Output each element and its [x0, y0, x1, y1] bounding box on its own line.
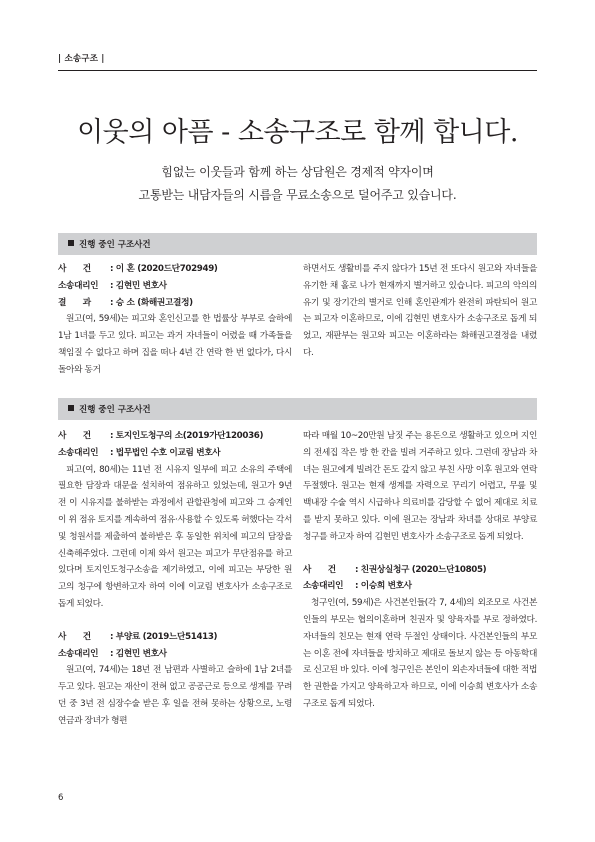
- agent-value: : 이승희 변호사: [355, 581, 412, 592]
- case-row: [58, 629, 292, 646]
- section-bar-label: [68, 403, 151, 415]
- section-tag: | 소송구조 |: [58, 54, 105, 64]
- page-number: 6: [58, 793, 64, 803]
- agent-value: : 김현민 변호사: [110, 280, 167, 291]
- agent-value: : 법무법인 수호 이교림 변호사: [110, 447, 221, 458]
- case-value: : 친권상실청구 (2020느단10805): [355, 564, 487, 575]
- result-row: [58, 295, 292, 312]
- agent-value: : 김현민 변호사: [110, 648, 167, 659]
- case-value: : 이 혼 (2020드단702949): [110, 264, 218, 274]
- section-bar-label: [68, 238, 151, 250]
- agent-row: [58, 646, 292, 663]
- case-row: [58, 428, 292, 445]
- case-divorce-col-left: [58, 261, 292, 379]
- case-body-continued: 하면서도 생활비를 주지 않다가 15년 전 또다시 원고와 자녀들을 유기한 채 홀로 나가 현재까지 별거하고 있습니다. 피고의 악의의 유기 및 장기간의 별거로 인해 혼인관계가 완전히 파탄되어 원고는 피고자 이혼하므로, 이에 김현민 변호사가 소송구조로 돕게 되었고, 재판부는 원고와 피고는 이혼하라는 화해권고결정을 내렸다.: [303, 264, 537, 358]
- case-divorce-col-right: [303, 261, 537, 362]
- case-key: 사 건: [58, 264, 91, 274]
- top-rule: [58, 70, 537, 71]
- section-2-col-right: [303, 428, 537, 713]
- section-bar-text: 진행 중인 구조사건: [79, 240, 151, 250]
- case-row: [58, 261, 292, 278]
- square-bullet-icon: [68, 405, 74, 411]
- case-body: 원고(여, 59세)는 피고와 혼인신고를 한 법률상 부부로 슬하에 1남 1녀를 두고 있다. 피고는 과거 자녀들이 어렸을 때 가족들을 책임질 수 없다고 하며 집을 떠나 4년 간 연락 한 번 없다가, 다시 돌아와 동거: [58, 314, 292, 375]
- case-key: 사 건: [58, 431, 91, 441]
- case-key: 사 건: [58, 631, 91, 642]
- case-spacer: [303, 546, 537, 562]
- section-2-col-left: [58, 428, 292, 730]
- subtitle-line-2: 고통받는 내담자들의 시름을 무료소송으로 덜어주고 있습니다.: [138, 188, 457, 202]
- agent-key: 소송대리인: [58, 280, 99, 291]
- case-body: 피고(여, 80세)는 11년 전 시유지 일부에 피고 소유의 주택에 필요한 담장과 대문을 설치하여 점유하고 있었는데, 원고가 9년 전 이 시유지를 불하받는 과정에서 관할관청에 피고와 그 승계인이 위 점유 토지를 계속하여 점유·사용할 수 있도록 허했다는 각서 및 청원서를 제출하여 불하받은 후 동일한 위치에 피고의 담장을 신축해주었다. 그런데 이제 와서 원고는 피고가 무단점유를 하고 있다며 토지인도청구소송을 제기하였고, 이에 피고는 부당한 원고의 청구에 항변하고자 하여 이에 이교림 변호사가 소송구조로 돕게 되었다.: [58, 464, 292, 609]
- section-bar-text: 진행 중인 구조사건: [79, 405, 151, 415]
- case-value: : 토지인도청구의 소(2019가단120036): [110, 431, 264, 441]
- case-body: 원고(여, 74세)는 18년 전 남편과 사별하고 슬하에 1남 2녀를 두고 있다. 원고는 재산이 전혀 없고 공공근로 등으로 생계를 꾸려던 중 3년 전 심장수술 받은 후 일을 전혀 못하는 상황으로, 노령연금과 장녀가 형편: [58, 665, 292, 726]
- case-row: [303, 562, 537, 579]
- section-bar-1: [58, 233, 537, 255]
- case-value: : 부양료 (2019느단51413): [110, 631, 218, 642]
- case-body-continued: 따라 매월 10~20만원 남짓 주는 용돈으로 생활하고 있으며 지인의 전세집 작은 방 한 칸을 빌려 거주하고 있다. 그런데 장남과 차녀는 원고에게 빌려간 돈도 갚지 않고 부친 사망 이후 원고와 연락 두절했다. 원고는 현재 생계를 자력으로 꾸리기 어렵고, 무릎 및 백내장 수술 역시 시급하나 의료비를 감당할 수 없어 제대로 치료를 받지 못하고 있다. 이에 원고는 장남과 차녀를 상대로 부양료 청구를 하고자 하여 김현민 변호사가 소송구조로 돕게 되었다.: [303, 431, 537, 542]
- case-key: 사 건: [303, 564, 336, 575]
- case-spacer: [58, 613, 292, 629]
- result-key: 결 과: [58, 297, 91, 308]
- result-value: : 승 소 (화해권고결정): [110, 297, 193, 308]
- agent-row: [58, 445, 292, 462]
- agent-key: 소송대리인: [58, 447, 99, 458]
- section-bar-2: [58, 398, 537, 420]
- case-body: 청구인(여, 59세)은 사건본인들(각 7, 4세)의 외조모로 사건본인들의 부모는 협의이혼하며 친권자 및 양육자를 부로 정하였다. 자녀들의 친모는 현재 연락 두절인 상태이다. 사건본인들의 부모는 이혼 전에 자녀들을 방치하고 제대로 돌보지 않는 등 아동학대로 신고된 바 있다. 이에 청구인은 본인이 외손자녀들에 대한 적법한 권한을 가지고 양육하고자 하므로, 이에 이승희 변호사가 소송구조로 돕게 되었다.: [303, 598, 537, 709]
- agent-key: 소송대리인: [58, 648, 99, 659]
- square-bullet-icon: [68, 240, 74, 246]
- agent-key: 소송대리인: [303, 581, 344, 592]
- page-title: 이웃의 아픔 - 소송구조로 함께 합니다.: [77, 117, 518, 148]
- agent-row: [303, 578, 537, 595]
- subtitle-line-1: 힘없는 이웃들과 함께 하는 상담원은 경제적 약자이며: [161, 165, 434, 179]
- agent-row: [58, 278, 292, 295]
